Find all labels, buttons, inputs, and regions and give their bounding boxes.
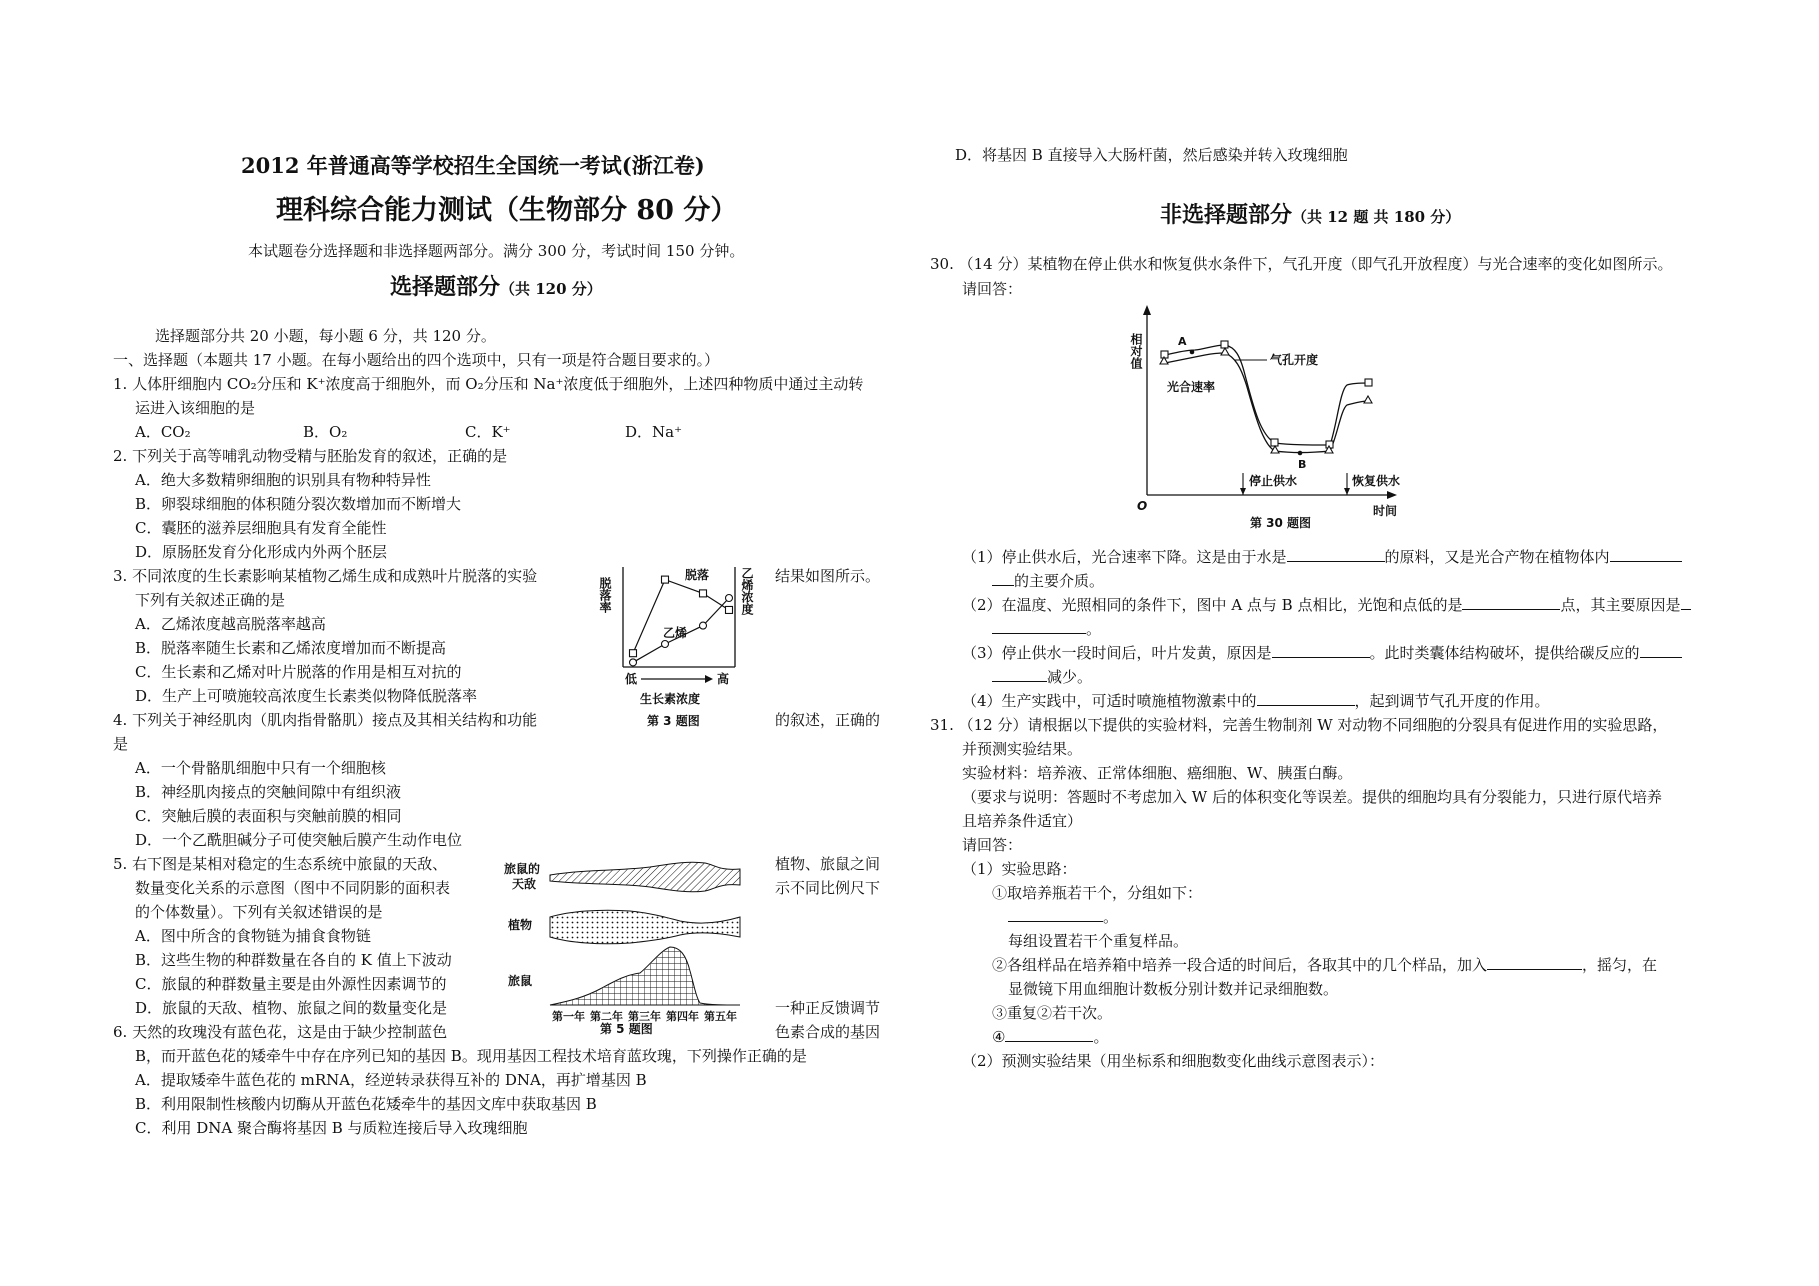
fig30-y-arrowhead	[1143, 305, 1151, 315]
exam-title: 2012 年普通高等学校招生全国统一考试(浙江卷)	[241, 153, 705, 178]
fig30-origin: O	[1137, 499, 1148, 513]
q5-stem1-tail: 植物、旅鼠之间	[775, 855, 881, 873]
q6-option-b: B．利用限制性核酸内切酶从开蓝色花矮牵牛的基因文库中获取基因 B	[135, 1095, 597, 1113]
exam-intro: 本试题卷分选择题和非选择题两部分。满分 300 分，考试时间 150 分钟。	[248, 242, 745, 260]
q6-stem1-tail: 色素合成的基因	[775, 1023, 881, 1041]
fig3-series-a-label: 脱落	[685, 568, 710, 582]
q30-part1-line2	[992, 570, 1104, 592]
q30-answer-blank-8[interactable]	[1640, 642, 1682, 658]
fig5-diagram	[500, 855, 770, 1035]
fig30-point-b	[1298, 451, 1303, 456]
q30-part4-text-a: （4）生产实践中，可适时喷施植物激素中的	[962, 692, 1257, 710]
q31-stem-line1: 31. （12 分）请根据以下提供的实验材料，完善生物制剂 W 对动物不同细胞的分裂具有促进作用的实验思路，	[930, 716, 1668, 734]
q30-part3-text-a: （3）停止供水一段时间后，叶片发黄，原因是	[962, 644, 1272, 662]
fig3-y2label: 乙烯浓度	[740, 567, 754, 615]
q6-option-a: A．提取矮牵牛蓝色花的 mRNA，经逆转录获得互补的 DNA，再扩增基因 B	[135, 1071, 647, 1089]
q4-option-a: A．一个骨骼肌细胞中只有一个细胞核	[135, 759, 386, 777]
fig5-row1-label: 旅鼠的天敌	[504, 862, 541, 891]
q4-option-b: B．神经肌肉接点的突触间隙中有组织液	[135, 783, 402, 801]
q31-step4-period: 。	[1093, 1028, 1109, 1046]
q31-materials: 实验材料：培养液、正常体细胞、癌细胞、W、胰蛋白酶。	[962, 764, 1353, 782]
q30-part3-line2	[992, 666, 1092, 688]
q3-option-c: C．生长素和乙烯对叶片脱落的作用是相互对抗的	[135, 663, 462, 681]
fig5-year-label: 第三年	[628, 1010, 661, 1023]
fig30-resume-arrowhead	[1344, 488, 1350, 495]
q5-stem-line3: 的个体数量）。下列有关叙述错误的是	[135, 903, 383, 921]
q5-option-c: C．旅鼠的种群数量主要是由外源性因素调节的	[135, 975, 447, 993]
section1-score: （共 120 分）	[500, 280, 602, 298]
q31-step4	[992, 1026, 1108, 1048]
fig5-year-label: 第二年	[590, 1010, 623, 1023]
q1-option-a: A．CO₂	[135, 423, 191, 441]
q31-step2-text-b: ，摇匀，在	[1582, 956, 1658, 974]
q30-part3-text-c: 减少。	[1047, 668, 1093, 686]
q1-stem-line2: 运进入该细胞的是	[135, 399, 256, 417]
fig30-xlabel: 时间	[1373, 504, 1398, 518]
fig30-stomata-label: 气孔开度	[1270, 353, 1319, 367]
fig30-caption: 第 30 题图	[1250, 516, 1312, 530]
fig3-xlabel: 生长素浓度	[640, 692, 701, 706]
fig5-caption: 第 5 题图	[600, 1022, 653, 1035]
fig3-low-label: 低	[625, 672, 638, 686]
q30-answer-blank-3[interactable]	[992, 570, 1014, 586]
q4-option-c: C．突触后膜的表面积与突触前膜的相同	[135, 807, 402, 825]
q6-option-d: D．将基因 B 直接导入大肠杆菌，然后感染并转入玫瑰细胞	[955, 146, 1348, 164]
fig30-ylabel: 相对值	[1129, 333, 1143, 369]
q31-step3: ③重复②若干次。	[992, 1004, 1113, 1022]
q30-answer-blank-6[interactable]	[992, 618, 1086, 634]
section2-title: 非选择题部分	[1160, 202, 1293, 228]
q3-option-a: A．乙烯浓度越高脱落率越高	[135, 615, 326, 633]
q31-step1: ①取培养瓶若干个，分组如下：	[992, 884, 1203, 902]
q2-option-b: B．卵裂球细胞的体积随分裂次数增加而不断增大	[135, 495, 462, 513]
fig5-predator-band	[550, 862, 740, 892]
fig5-year-label: 第四年	[666, 1010, 699, 1023]
fig3-chart	[595, 555, 775, 735]
q31-step1-period: 。	[1103, 908, 1119, 926]
q2-option-d: D．原肠胚发育分化形成内外两个胚层	[135, 543, 388, 561]
q31-requirements-line1: （要求与说明：答题时不考虑加入 W 后的体积变化等误差。提供的细胞均具有分裂能力，只进行原代培养	[962, 788, 1662, 806]
q31-step2-text-a: ②各组样品在培养箱中培养一段合适的时间后，各取其中的几个样品，加入	[992, 956, 1488, 974]
q30-part1-text-c: 的主要介质。	[1014, 572, 1105, 590]
q5-option-b: B．这些生物的种群数量在各自的 K 值上下波动	[135, 951, 452, 969]
fig3-shedding-point	[662, 576, 669, 583]
fig30-resume-label: 恢复供水	[1352, 474, 1401, 488]
fig3-high-label: 高	[717, 672, 730, 686]
q5-stem-line1: 5. 右下图是某相对稳定的生态系统中旅鼠的天敌、	[113, 855, 448, 873]
q31-part2-heading: （2）预测实验结果（用坐标系和细胞数变化曲线示意图表示）：	[962, 1052, 1385, 1070]
fig3-ethylene-point	[630, 659, 637, 666]
fig3-ethylene-point	[726, 595, 733, 602]
q30-part3-line1	[962, 642, 1682, 664]
fig3-ylabel: 脱落率	[598, 577, 612, 613]
q30-part2-text-b: 点，其主要原因是	[1560, 596, 1681, 614]
q4-stem-line2: 是	[113, 735, 129, 753]
q1-option-c: C．K⁺	[465, 423, 511, 441]
q1-stem-line1: 1. 人体肝细胞内 CO₂分压和 K⁺浓度高于细胞外，而 O₂分压和 Na⁺浓度低于细胞外，上述四种物质中通过主动转	[113, 375, 864, 393]
q5-stem-line2: 数量变化关系的示意图（图中不同阴影的面积表	[135, 879, 451, 897]
fig30-label-b: B	[1298, 458, 1307, 471]
q30-answer-blank-10[interactable]	[1257, 690, 1355, 706]
q2-stem: 2. 下列关于高等哺乳动物受精与胚胎发育的叙述，正确的是	[113, 447, 508, 465]
q31-ask: 请回答：	[962, 836, 1023, 854]
q31-stem-line2: 并预测实验结果。	[962, 740, 1083, 758]
fig30-label-a: A	[1178, 335, 1187, 348]
q6-stem-line2: B，而开蓝色花的矮牵牛中存在序列已知的基因 B。现用基因工程技术培育蓝玫瑰，下列操作正确的是	[135, 1047, 807, 1065]
q4-stem-line1: 4. 下列关于神经肌肉（肌肉指骨骼肌）接点及其相关结构和功能	[113, 711, 538, 729]
fig30-photo-curve	[1165, 353, 1368, 453]
q30-part2-line2	[992, 618, 1101, 640]
fig3-ethylene-point	[700, 622, 707, 629]
q30-part1-text-b: 的原料，又是光合产物在植物体内	[1384, 548, 1610, 566]
q6-stem-line1: 6. 天然的玫瑰没有蓝色花，这是由于缺少控制蓝色	[113, 1023, 448, 1041]
q30-answer-blank-2[interactable]	[1610, 546, 1682, 562]
q5-stem2-tail: 示不同比例尺下	[775, 879, 881, 897]
fig30-x-arrowhead	[1387, 491, 1397, 499]
q2-option-c: C．囊胚的滋养层细胞具有发育全能性	[135, 519, 387, 537]
q30-part2-text-a: （2）在温度、光照相同的条件下，图中 A 点与 B 点相比，光饱和点低的是	[962, 596, 1463, 614]
q4-stem-tail: 的叙述，正确的	[775, 711, 881, 729]
q5-option-d: D．旅鼠的天敌、植物、旅鼠之间的数量变化是	[135, 999, 448, 1017]
subject-title: 理科综合能力测试（生物部分 80 分）	[276, 195, 738, 226]
q31-requirements-line2: 且培养条件适宜）	[962, 812, 1083, 830]
q3-option-d: D．生产上可喷施较高浓度生长素类似物降低脱落率	[135, 687, 478, 705]
q2-option-a: A．绝大多数精卵细胞的识别具有物种特异性	[135, 471, 431, 489]
fig3-series-b-label: 乙烯	[663, 626, 688, 640]
q5-option-a: A．图中所含的食物链为捕食食物链	[135, 927, 371, 945]
fig30-stop-label: 停止供水	[1249, 474, 1298, 488]
q1-option-d: D．Na⁺	[625, 423, 683, 441]
fig5-lemming-band	[550, 947, 740, 1005]
q30-answer-blank-5[interactable]	[1681, 594, 1691, 610]
q30-part4-text-b: ，起到调节气孔开度的作用。	[1354, 692, 1550, 710]
part-heading: 一、选择题（本题共 17 小题。在每小题给出的四个选项中，只有一项是符合题目要求的。）	[113, 351, 720, 369]
fig30-photo-label: 光合速率	[1167, 380, 1216, 394]
section1-note: 选择题部分共 20 小题，每小题 6 分，共 120 分。	[155, 327, 496, 345]
q30-answer-blank-4[interactable]	[1462, 594, 1560, 610]
fig3-ethylene-point	[662, 641, 669, 648]
fig5-row2-label: 植物	[508, 918, 533, 932]
fig5-row3-label: 旅鼠	[508, 974, 533, 988]
q30-stem-line1: 30. （14 分）某植物在停止供水和恢复供水条件下，气孔开度（即气孔开放程度）与光合速率的变化如图所示。	[930, 255, 1673, 273]
q30-part2-text-c: 。	[1086, 620, 1102, 638]
fig3-shedding-point	[630, 650, 637, 657]
q31-part1-heading: （1）实验思路：	[962, 860, 1077, 878]
q31-answer-blank-3[interactable]	[1005, 1026, 1093, 1042]
q30-answer-blank-7[interactable]	[1272, 642, 1370, 658]
q3-stem-line1: 3. 不同浓度的生长素影响某植物乙烯生成和成熟叶片脱落的实验	[113, 567, 538, 585]
q31-step4-marker: ④	[992, 1028, 1006, 1046]
q31-step1-note: 每组设置若干个重复样品。	[1008, 932, 1189, 950]
q5-option-d-tail: 一种正反馈调节	[775, 999, 881, 1017]
q3-stem-tail: 结果如图所示。	[775, 567, 881, 585]
q3-option-b: B．脱落率随生长素和乙烯浓度增加而不断提高	[135, 639, 447, 657]
q31-step2-line2: 显微镜下用血细胞计数板分别计数并记录细胞数。	[1008, 980, 1339, 998]
q6-option-c: C．利用 DNA 聚合酶将基因 B 与质粒连接后导入玫瑰细胞	[135, 1119, 528, 1137]
fig30-point-a	[1190, 350, 1195, 355]
q31-answer-blank-2[interactable]	[1487, 954, 1582, 970]
fig3-caption: 第 3 题图	[647, 714, 700, 728]
fig3-shedding-point	[726, 606, 733, 613]
section1-heading	[390, 276, 602, 300]
q30-answer-blank-1[interactable]	[1287, 546, 1385, 562]
q31-answer-blank-1[interactable]	[1008, 906, 1103, 922]
fig5-year-label: 第一年	[552, 1010, 585, 1023]
q30-part4-line	[962, 690, 1550, 712]
fig5-year-label: 第五年	[704, 1010, 737, 1023]
q4-option-d: D．一个乙酰胆碱分子可使突触后膜产生动作电位	[135, 831, 463, 849]
q30-part2-line1	[962, 594, 1691, 616]
q3-stem-line2: 下列有关叙述正确的是	[135, 591, 286, 609]
fig5-plant-band	[550, 910, 740, 944]
q30-part1-line1	[962, 546, 1682, 568]
q31-step2-line1	[992, 954, 1657, 976]
fig3-shedding-point	[700, 590, 707, 597]
section1-title: 选择题部分	[390, 274, 501, 300]
q1-option-b: B．O₂	[303, 423, 348, 441]
q30-part3-text-b: 。此时类囊体结构破坏，提供给碳反应的	[1369, 644, 1640, 662]
section2-heading	[1160, 204, 1460, 228]
section2-score: （共 12 题 共 180 分）	[1292, 208, 1461, 226]
q30-part1-text-a: （1）停止供水后，光合速率下降。这是由于水是	[962, 548, 1287, 566]
q31-step1-blank-line	[1008, 906, 1118, 928]
fig30-chart	[1125, 305, 1425, 530]
fig3-shedding-line	[633, 580, 729, 654]
fig30-stop-arrowhead	[1240, 488, 1246, 495]
q30-stem-line2: 请回答：	[962, 280, 1023, 298]
q30-answer-blank-9[interactable]	[992, 666, 1047, 682]
fig3-x-arrowhead	[705, 675, 713, 683]
